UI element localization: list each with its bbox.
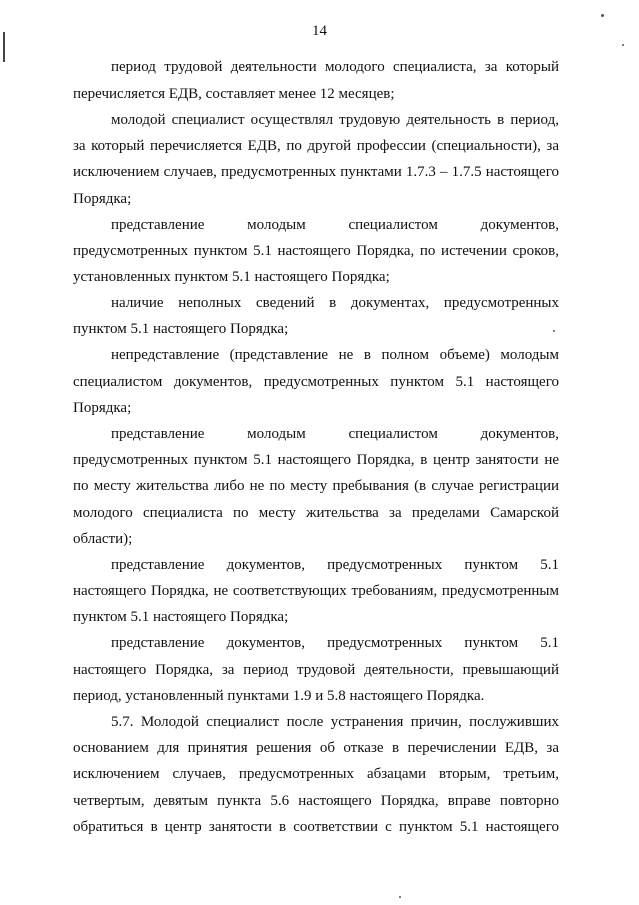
text-line: за который перечисляется ЕДВ, по другой профессии (специальности), за (73, 138, 559, 154)
text-line: непредставление (представление не в полном объеме) молодым (111, 347, 559, 363)
text-line: пунктом 5.1 настоящего Порядка; (73, 609, 289, 625)
text-line: Порядка; (73, 400, 132, 416)
text-line: молодого специалиста по месту жительства за пределами Самарской (73, 505, 559, 521)
text-line: настоящего Порядка, не соответствующих требованиям, предусмотренным (73, 583, 559, 599)
text-line: настоящего Порядка, за период трудовой деятельности, превышающий (73, 662, 559, 678)
scan-speck (622, 44, 624, 46)
page-number: 14 (312, 23, 327, 39)
text-line: исключением случаев, предусмотренных пунктами 1.7.3 – 1.7.5 настоящего (73, 164, 559, 180)
text-line: четвертым, девятым пункта 5.6 настоящего Порядка, вправе повторно (73, 793, 559, 809)
text-line: специалистом документов, предусмотренных пунктом 5.1 настоящего (73, 374, 559, 390)
text-line: исключением случаев, предусмотренных абзацами вторым, третьим, (73, 766, 559, 782)
text-line: предусмотренных пунктом 5.1 настоящего Порядка, в центр занятости не (73, 452, 559, 468)
text-line: период трудовой деятельности молодого специалиста, за который (111, 59, 559, 75)
text-line: представление документов, предусмотренных пунктом 5.1 (111, 557, 559, 573)
text-line: представление молодым специалистом документов, (111, 217, 559, 233)
scan-speck (601, 14, 604, 17)
text-line: период, установленный пунктами 1.9 и 5.8 настоящего Порядка. (73, 688, 485, 704)
text-line: молодой специалист осуществлял трудовую деятельность в период, (111, 112, 559, 128)
text-line: 5.7. Молодой специалист после устранения причин, послуживших (111, 714, 559, 730)
text-line: по месту жительства либо не по месту пребывания (в случае регистрации (73, 478, 559, 494)
text-line: пунктом 5.1 настоящего Порядка; (73, 321, 289, 337)
text-line: установленных пунктом 5.1 настоящего Порядка; (73, 269, 390, 285)
scan-speck (399, 896, 401, 898)
scan-edge-mark (3, 32, 5, 62)
text-line: наличие неполных сведений в документах, предусмотренных (111, 295, 559, 311)
text-line: области); (73, 531, 133, 547)
text-line: основанием для принятия решения об отказе в перечислении ЕДВ, за (73, 740, 559, 756)
text-line: Порядка; (73, 191, 132, 207)
text-line: предусмотренных пунктом 5.1 настоящего Порядка, по истечении сроков, (73, 243, 559, 259)
scan-speck (553, 330, 555, 332)
text-line: перечисляется ЕДВ, составляет менее 12 месяцев; (73, 86, 395, 102)
text-line: представление документов, предусмотренных пунктом 5.1 (111, 635, 559, 651)
text-line: представление молодым специалистом документов, (111, 426, 559, 442)
text-line: обратиться в центр занятости в соответствии с пунктом 5.1 настоящего (73, 819, 559, 835)
